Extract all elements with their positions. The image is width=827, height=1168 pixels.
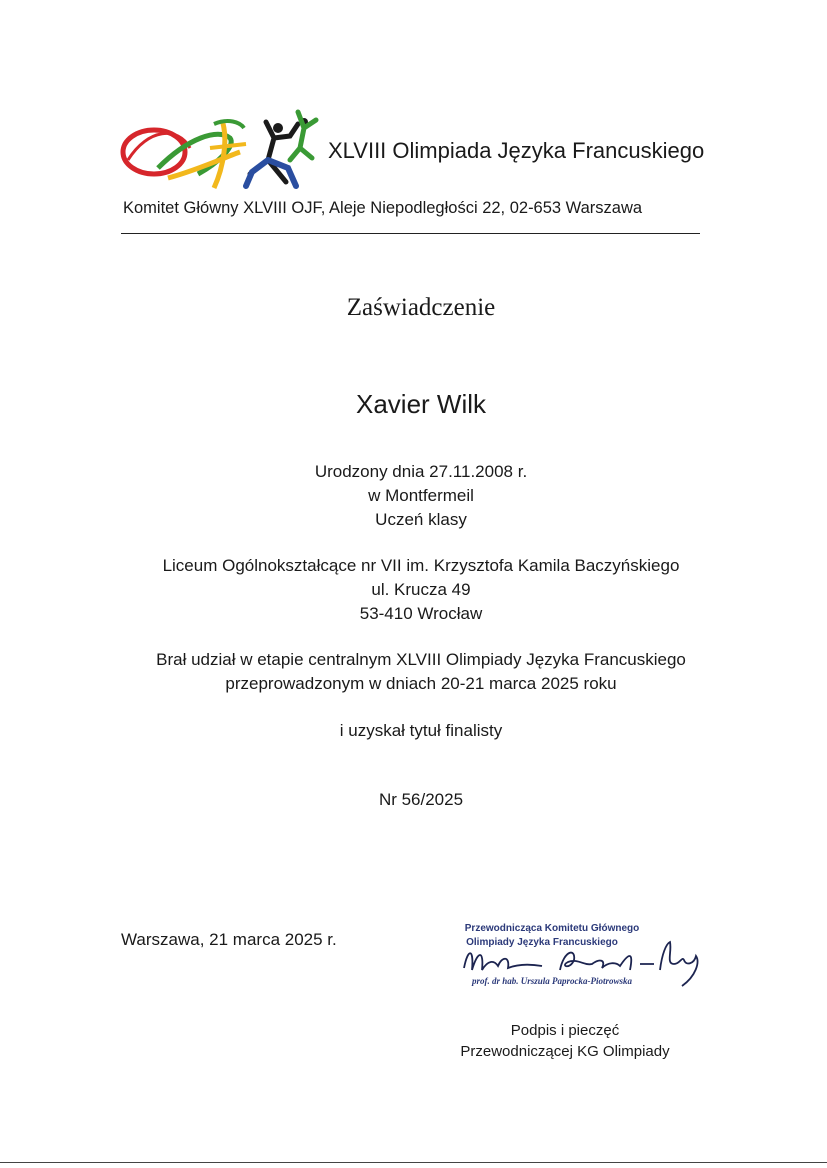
stamp-title-line1: Przewodnicząca Komitetu Głównego <box>464 923 640 934</box>
participation-dates: przeprowadzonym w dniach 20-21 marca 2025 roku <box>225 674 617 693</box>
school-street: ul. Krucza 49 <box>371 580 471 599</box>
signature-stamp <box>460 920 710 992</box>
recipient-name: Xavier Wilk <box>355 389 486 419</box>
document-title: Zaświadczenie <box>346 294 496 321</box>
header-divider <box>121 233 700 234</box>
signature-caption-line2: Przewodniczącej KG Olimpiady <box>460 1043 670 1060</box>
participation-statement: Brał udział w etapie centralnym XLVIII Olimpiady Języka Francuskiego <box>156 650 686 669</box>
committee-address: Komitet Główny XLVIII OJF, Aleje Niepodległości 22, 02-653 Warszawa <box>123 199 643 217</box>
stamp-name: prof. dr hab. Urszula Paprocka-Piotrowska <box>471 976 633 986</box>
school-city: 53-410 Wrocław <box>359 604 483 623</box>
birth-date: Urodzony dnia 27.11.2008 r. <box>314 462 528 481</box>
issue-place-date: Warszawa, 21 marca 2025 r. <box>121 930 337 949</box>
birth-place: w Montfermeil <box>368 486 474 505</box>
result-statement: i uzyskał tytuł finalisty <box>339 721 503 740</box>
signature-caption-line1: Podpis i pieczęć <box>510 1022 620 1039</box>
student-class: Uczeń klasy <box>375 510 467 529</box>
page-bottom-edge <box>0 1162 827 1163</box>
olimpiada-logo <box>118 108 328 196</box>
school-name: Liceum Ogólnokształcące nr VII im. Krzysztofa Kamila Baczyńskiego <box>162 556 680 575</box>
stamp-title-line2: Olimpiady Języka Francuskiego <box>466 937 618 948</box>
olimpiada-title: XLVIII Olimpiada Języka Francuskiego <box>328 138 705 163</box>
certificate-number: Nr 56/2025 <box>378 790 464 809</box>
